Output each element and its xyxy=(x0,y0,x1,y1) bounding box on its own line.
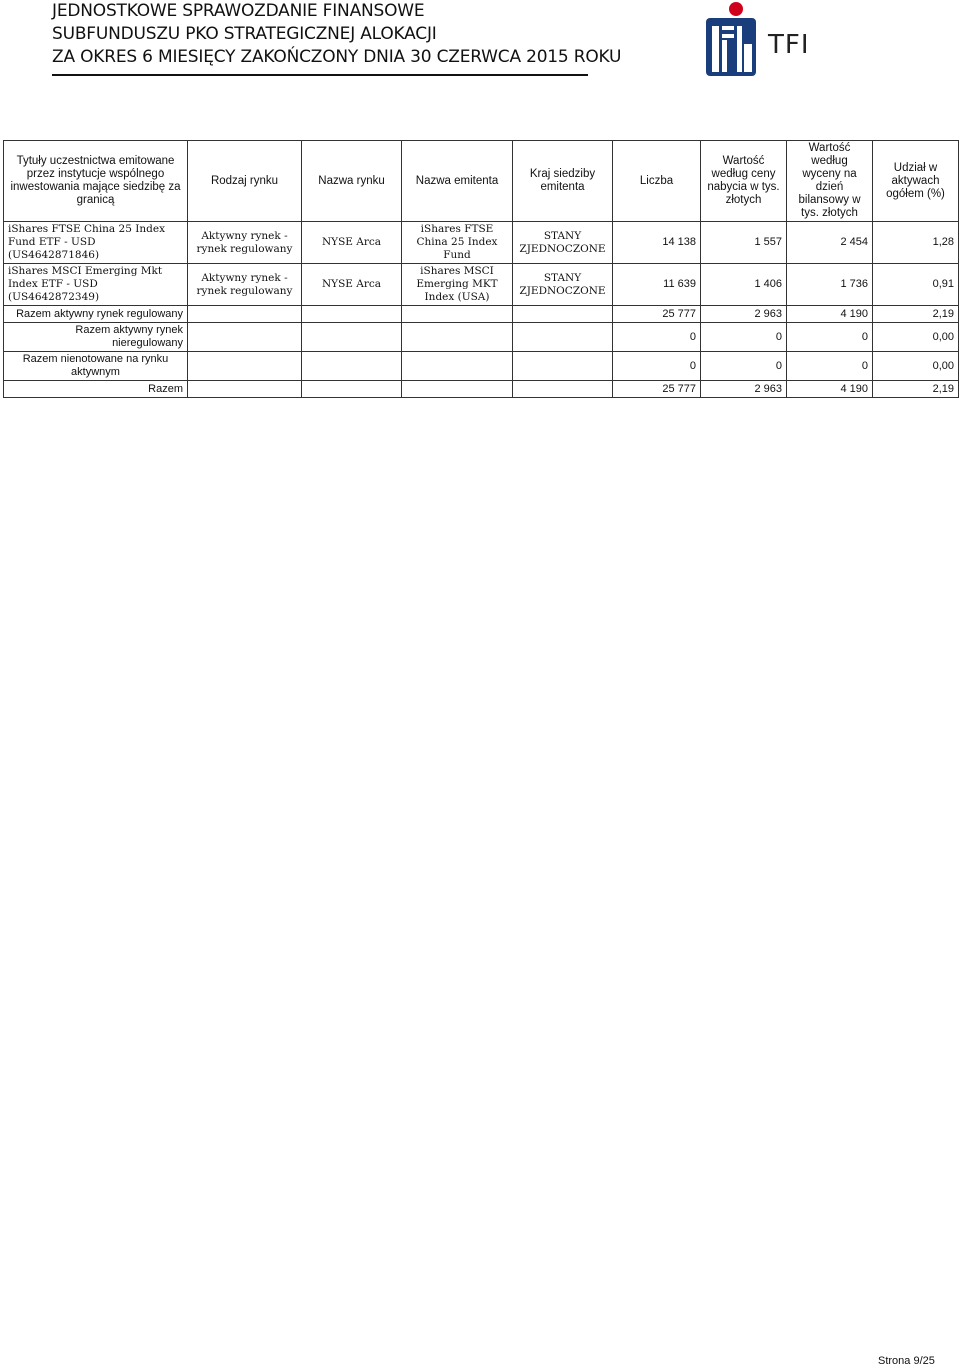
cell-country: STANY ZJEDNOCZONE xyxy=(513,264,613,306)
total-share: 2,19 xyxy=(873,306,959,323)
cell-country: STANY ZJEDNOCZONE xyxy=(513,222,613,264)
col-header-market-name: Nazwa rynku xyxy=(302,141,402,222)
logo-text: TFI xyxy=(768,30,810,60)
empty-cell xyxy=(188,306,302,323)
cell-market-type: Aktywny rynek - rynek regulowany xyxy=(188,222,302,264)
cell-count: 14 138 xyxy=(613,222,701,264)
empty-cell xyxy=(302,306,402,323)
total-cost: 2 963 xyxy=(701,381,787,398)
total-row-unlisted xyxy=(4,352,959,381)
total-count: 25 777 xyxy=(613,381,701,398)
total-cost: 2 963 xyxy=(701,306,787,323)
cell-valuation: 1 736 xyxy=(787,264,873,306)
total-row-grand xyxy=(4,381,959,398)
total-cost: 0 xyxy=(701,352,787,381)
cell-cost: 1 557 xyxy=(701,222,787,264)
report-header xyxy=(52,0,622,69)
total-valuation: 4 190 xyxy=(787,306,873,323)
cell-cost: 1 406 xyxy=(701,264,787,306)
cell-share: 0,91 xyxy=(873,264,959,306)
total-cost: 0 xyxy=(701,323,787,352)
report-title: JEDNOSTKOWE SPRAWOZDANIE FINANSOWE xyxy=(52,1,425,21)
cell-valuation: 2 454 xyxy=(787,222,873,264)
col-header-market-type: Rodzaj rynku xyxy=(188,141,302,222)
cell-count: 11 639 xyxy=(613,264,701,306)
empty-cell xyxy=(402,306,513,323)
total-share: 0,00 xyxy=(873,352,959,381)
empty-cell xyxy=(513,323,613,352)
empty-cell xyxy=(402,352,513,381)
cell-title: iShares FTSE China 25 Index Fund ETF - USD (US4642871846) xyxy=(4,222,188,264)
report-period: ZA OKRES 6 MIESIĘCY ZAKOŃCZONY DNIA 30 CZERWCA 2015 ROKU xyxy=(52,47,622,67)
total-share: 0,00 xyxy=(873,323,959,352)
total-count: 0 xyxy=(613,323,701,352)
table-row xyxy=(4,222,959,264)
fund-name: SUBFUNDUSZU PKO STRATEGICZNEJ ALOKACJI xyxy=(52,24,437,44)
total-count: 25 777 xyxy=(613,306,701,323)
cell-market-type: Aktywny rynek - rynek regulowany xyxy=(188,264,302,306)
col-header-valuation: Wartość według wyceny na dzień bilansowy w tys. złotych xyxy=(787,141,873,222)
total-label: Razem aktywny rynek nieregulowany xyxy=(4,323,188,352)
cell-issuer: iShares MSCI Emerging MKT Index (USA) xyxy=(402,264,513,306)
col-header-issuer: Nazwa emitenta xyxy=(402,141,513,222)
cell-title: iShares MSCI Emerging Mkt Index ETF - USD (US4642872349) xyxy=(4,264,188,306)
empty-cell xyxy=(402,323,513,352)
col-header-count: Liczba xyxy=(613,141,701,222)
empty-cell xyxy=(188,352,302,381)
empty-cell xyxy=(302,323,402,352)
table-header-row xyxy=(4,141,959,222)
table-row xyxy=(4,264,959,306)
empty-cell xyxy=(302,381,402,398)
total-label: Razem aktywny rynek regulowany xyxy=(4,306,188,323)
cell-market-name: NYSE Arca xyxy=(302,222,402,264)
cell-issuer: iShares FTSE China 25 Index Fund xyxy=(402,222,513,264)
investment-table xyxy=(3,140,959,398)
total-valuation: 4 190 xyxy=(787,381,873,398)
empty-cell xyxy=(513,352,613,381)
cell-share: 1,28 xyxy=(873,222,959,264)
empty-cell xyxy=(302,352,402,381)
col-header-share: Udział w aktywach ogółem (%) xyxy=(873,141,959,222)
col-header-title: Tytuły uczestnictwa emitowane przez instytucje wspólnego inwestowania mające siedzibę za granicą xyxy=(4,141,188,222)
empty-cell xyxy=(188,381,302,398)
empty-cell xyxy=(513,381,613,398)
total-share: 2,19 xyxy=(873,381,959,398)
grand-total-label: Razem xyxy=(4,381,188,398)
total-label: Razem nienotowane na rynku aktywnym xyxy=(4,352,188,381)
empty-cell xyxy=(188,323,302,352)
total-row-unregulated xyxy=(4,323,959,352)
total-row-regulated xyxy=(4,306,959,323)
page-number: Strona 9/25 xyxy=(878,1355,935,1367)
empty-cell xyxy=(402,381,513,398)
total-count: 0 xyxy=(613,352,701,381)
cell-market-name: NYSE Arca xyxy=(302,264,402,306)
col-header-country: Kraj siedziby emitenta xyxy=(513,141,613,222)
col-header-cost: Wartość według ceny nabycia w tys. złotych xyxy=(701,141,787,222)
total-valuation: 0 xyxy=(787,323,873,352)
total-valuation: 0 xyxy=(787,352,873,381)
empty-cell xyxy=(513,306,613,323)
header-divider xyxy=(52,74,588,76)
